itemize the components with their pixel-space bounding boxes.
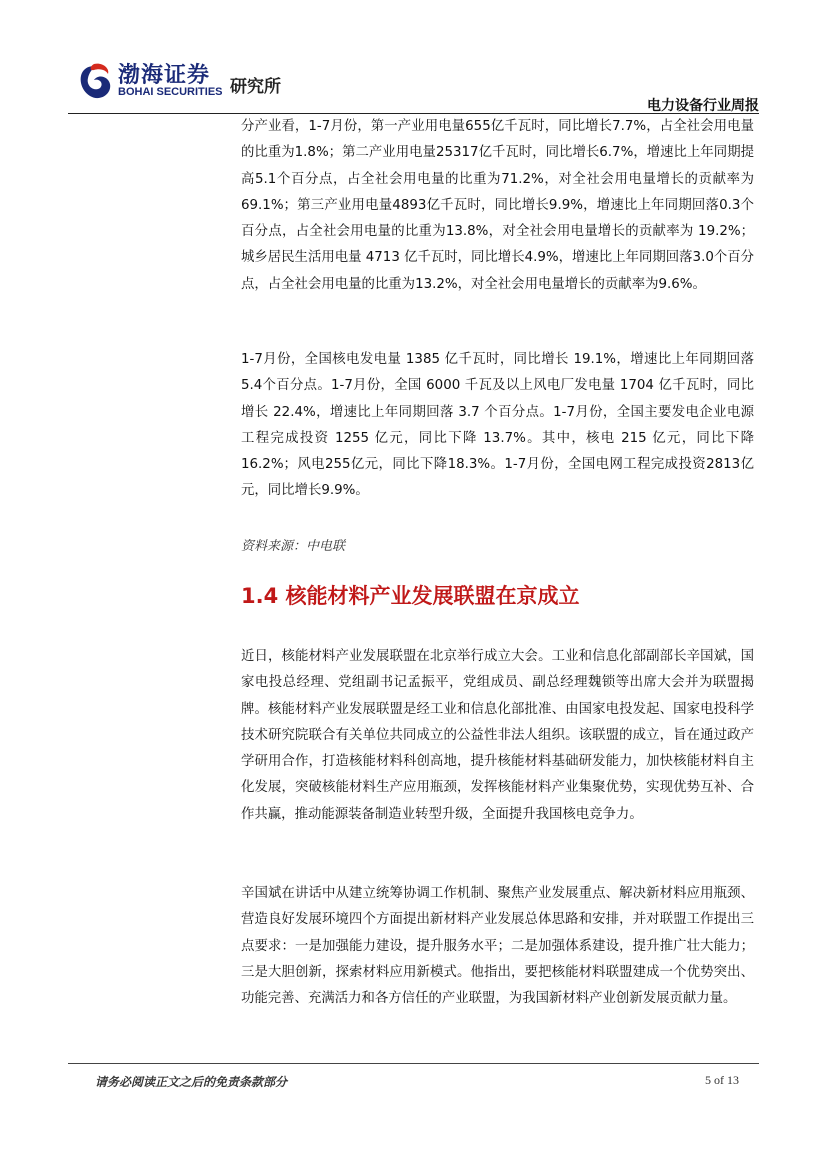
paragraph-speech: 辛国斌在讲话中从建立统筹协调工作机制、聚焦产业发展重点、解决新材料应用瓶颈、营造良好发展环境四个方面提出新材料产业发展总体思路和安排，并对联盟工作提出三点要求：一是加强能力建设，提升服务水平；二是加强体系建设，提升推广壮大能力；三是大胆创新，探索材料应用新模式。他指出，要把核能材料联盟建成一个优势突出、功能完善、充满活力和各方信任的产业联盟，为我国新材料产业创新发展贡献力量。: [241, 886, 754, 1007]
page-number: 5 of 13: [705, 1073, 739, 1087]
bohai-logo: [76, 60, 226, 104]
source-note: 资料来源：中电联: [241, 539, 346, 554]
paragraph-generation-investment: 1-7月份，全国核电发电量 1385 亿千瓦时，同比增长 19.1%，增速比上年同期回落5.4个百分点。1-7月份，全国 6000 千瓦及以上风电厂发电量 1704 亿千瓦时，同比增长 22.4%，增速比上年同期回落 3.7 个百分点。1-7月份，全国主要发电企业电源工程完成投资 1255 亿元，同比下降 13.7%。其中，核电 215 亿元，同比下降16.2%；风电255亿元，同比下降18.3%。1-7月份，全国电网工程完成投资2813亿元，同比增长9.9%。: [241, 352, 754, 499]
brand-name-en: BOHAI SECURITIES: [118, 86, 223, 98]
footer-divider: [68, 1063, 759, 1064]
report-title: 电力设备行业周报: [647, 98, 759, 114]
bohai-logo-icon: [76, 60, 116, 104]
section-heading: 1.4 核能材料产业发展联盟在京成立: [241, 584, 580, 608]
paragraph-power-consumption: 分产业看，1-7月份，第一产业用电量655亿千瓦时，同比增长7.7%，占全社会用电量的比重为1.8%；第二产业用电量25317亿千瓦时，同比增长6.7%，增速比上年同期提高5.1个百分点，占全社会用电量的比重为71.2%，对全社会用电量增长的贡献率为69.1%；第三产业用电量4893亿千瓦时，同比增长9.9%，增速比上年同期回落0.3个百分点，占全社会用电量的比重为13.8%，对全社会用电量增长的贡献率为 19.2%；城乡居民生活用电量 4713 亿千瓦时，同比增长4.9%，增速比上年同期回落3.0个百分点，占全社会用电量的比重为13.2%，对全社会用电量增长的贡献率为9.6%。: [241, 119, 755, 292]
brand-name-cn: 渤海证券: [118, 63, 211, 88]
paragraph-alliance-founding: 近日，核能材料产业发展联盟在北京举行成立大会。工业和信息化部副部长辛国斌，国家电投总经理、党组副书记孟振平，党组成员、副总经理魏锁等出席大会并为联盟揭牌。核能材料产业发展联盟是经工业和信息化部批准、由国家电投发起、国家电投科学技术研究院联合有关单位共同成立的公益性非法人组织。该联盟的成立，旨在通过政产学研用合作，打造核能材料科创高地，提升核能材料基础研发能力，加快核能材料自主化发展，突破核能材料生产应用瓶颈，发挥核能材料产业集聚优势，实现优势互补、合作共赢，推动能源装备制造业转型升级，全面提升我国核电竞争力。: [241, 649, 754, 822]
department-label: 研究所: [230, 77, 281, 97]
page-header: [0, 0, 827, 118]
footer-disclaimer: 请务必阅读正文之后的免责条款部分: [95, 1075, 288, 1089]
